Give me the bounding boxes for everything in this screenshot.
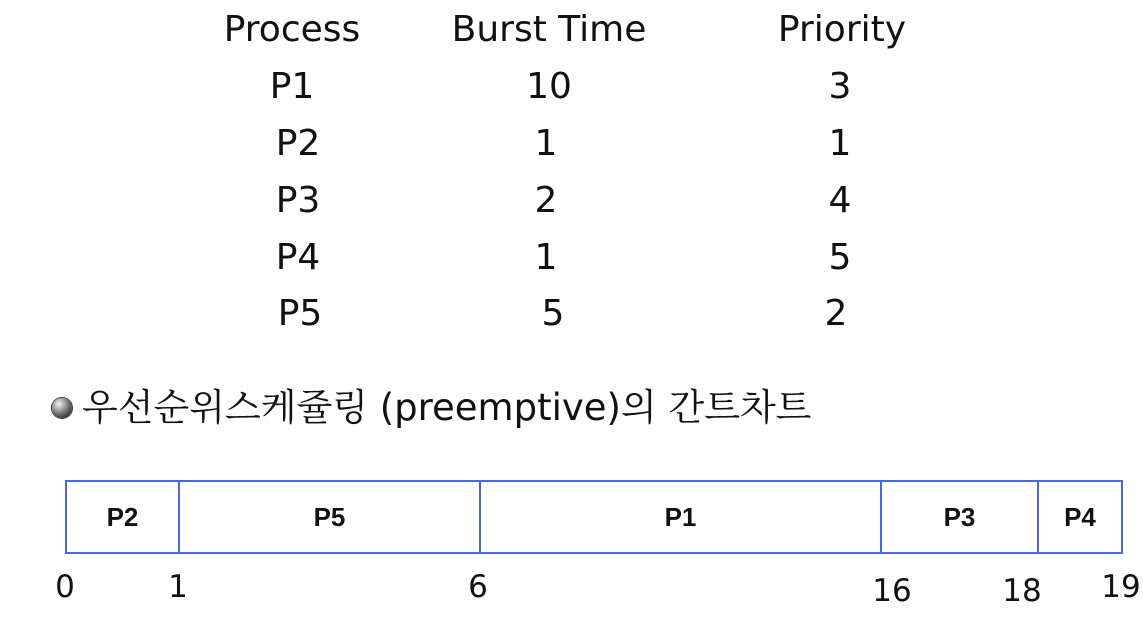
gantt-segment-label: P4 bbox=[1064, 501, 1096, 532]
gantt-tick-0: 0 bbox=[55, 569, 75, 605]
gantt-segment-label: P5 bbox=[313, 501, 346, 532]
gantt-segment-label: P2 bbox=[106, 501, 139, 532]
row-2-priority: 1 bbox=[828, 123, 852, 164]
bullet-icon bbox=[52, 398, 72, 418]
row-5-priority: 2 bbox=[824, 293, 848, 334]
gantt-segment-p3 bbox=[880, 482, 1037, 552]
gantt-chart bbox=[65, 480, 1123, 554]
gantt-tick-1: 1 bbox=[168, 569, 188, 605]
row-3-burst-time: 2 bbox=[534, 180, 558, 221]
row-5-process: P5 bbox=[277, 293, 323, 334]
gantt-segment-p1 bbox=[479, 482, 880, 552]
row-4-process: P4 bbox=[275, 237, 321, 278]
row-1-burst-time: 10 bbox=[526, 66, 572, 107]
row-1-priority: 3 bbox=[828, 66, 852, 107]
gantt-tick-6: 6 bbox=[468, 569, 488, 605]
row-3-priority: 4 bbox=[828, 180, 852, 221]
section-heading bbox=[52, 386, 811, 430]
gantt-segment-label: P3 bbox=[943, 501, 976, 532]
row-2-process: P2 bbox=[275, 123, 321, 164]
gantt-segment-p5 bbox=[178, 482, 479, 552]
row-4-burst-time: 1 bbox=[534, 237, 558, 278]
row-5-burst-time: 5 bbox=[541, 293, 565, 334]
gantt-segment-p2 bbox=[65, 482, 178, 552]
gantt-segment-p4 bbox=[1037, 482, 1123, 552]
section-title: 우선순위스케쥴링 (preemptive)의 간트차트 bbox=[82, 386, 812, 429]
gantt-tick-19: 19 bbox=[1101, 569, 1141, 605]
row-3-process: P3 bbox=[275, 180, 321, 221]
gantt-tick-16: 16 bbox=[872, 573, 912, 609]
row-4-priority: 5 bbox=[828, 237, 852, 278]
row-2-burst-time: 1 bbox=[534, 123, 558, 164]
gantt-segment-label: P1 bbox=[664, 501, 697, 532]
row-1-process: P1 bbox=[269, 66, 315, 107]
gantt-tick-18: 18 bbox=[1002, 573, 1042, 609]
header-process: Process bbox=[223, 9, 361, 50]
header-burst-time: Burst Time bbox=[451, 9, 647, 50]
header-priority: Priority bbox=[777, 9, 907, 50]
